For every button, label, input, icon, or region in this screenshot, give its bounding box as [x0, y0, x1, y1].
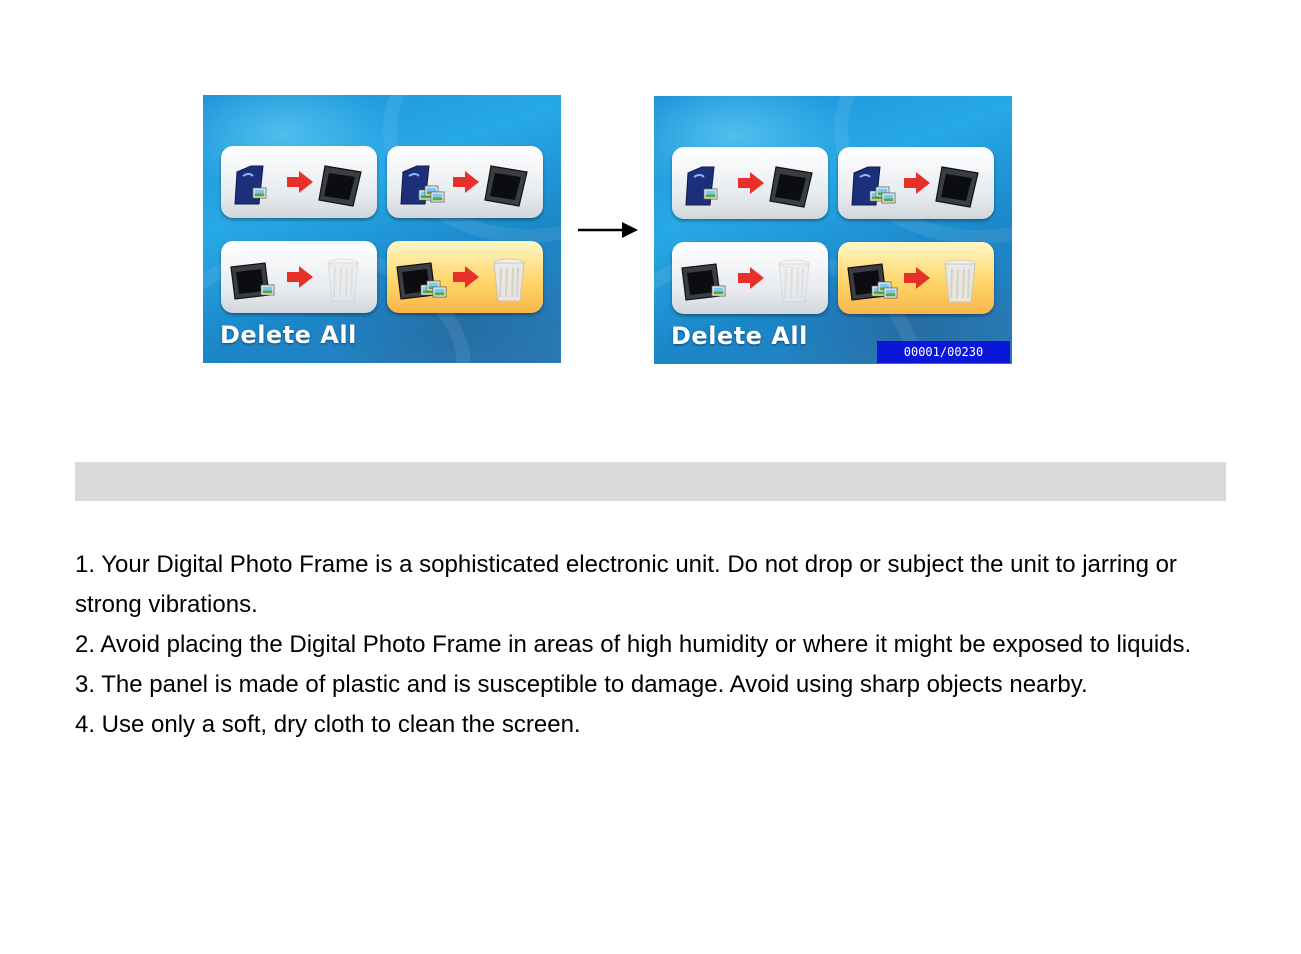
copy-multiple-card-to-frame-tile[interactable]	[387, 146, 543, 218]
card-multiple-to-frame-icon	[838, 147, 994, 219]
delete-single-tile[interactable]	[672, 242, 828, 314]
card-single-to-frame-icon	[221, 146, 377, 218]
copy-single-card-to-frame-tile[interactable]	[221, 146, 377, 218]
section-heading-bar	[75, 462, 1226, 501]
note-item: 3. The panel is made of plastic and is susceptible to damage. Avoid using sharp objects nearby.	[75, 671, 1088, 698]
card-single-to-frame-icon	[672, 147, 828, 219]
note-item: 4. Use only a soft, dry cloth to clean the screen.	[75, 711, 581, 738]
menu-label: Delete All	[220, 321, 357, 349]
delete-single-tile[interactable]	[221, 241, 377, 313]
file-counter: 00001/00230	[877, 341, 1010, 363]
frame-single-to-trash-icon	[672, 242, 828, 314]
note-item: 1. Your Digital Photo Frame is a sophisticated electronic unit. Do not drop or subject the unit to jarring or strong vibrations.	[75, 551, 1177, 618]
menu-label: Delete All	[671, 322, 808, 350]
copy-multiple-card-to-frame-tile[interactable]	[838, 147, 994, 219]
frame-multiple-to-trash-icon	[838, 242, 994, 314]
care-notes	[75, 545, 1235, 745]
delete-all-tile[interactable]	[387, 241, 543, 313]
frame-multiple-to-trash-icon	[387, 241, 543, 313]
frame-single-to-trash-icon	[221, 241, 377, 313]
menu-screenshot-before	[203, 95, 561, 363]
menu-screenshot-after	[654, 96, 1012, 364]
right-arrow-icon	[576, 218, 642, 242]
note-item: 2. Avoid placing the Digital Photo Frame in areas of high humidity or where it might be exposed to liquids.	[75, 631, 1192, 658]
card-multiple-to-frame-icon	[387, 146, 543, 218]
delete-all-tile[interactable]	[838, 242, 994, 314]
copy-single-card-to-frame-tile[interactable]	[672, 147, 828, 219]
